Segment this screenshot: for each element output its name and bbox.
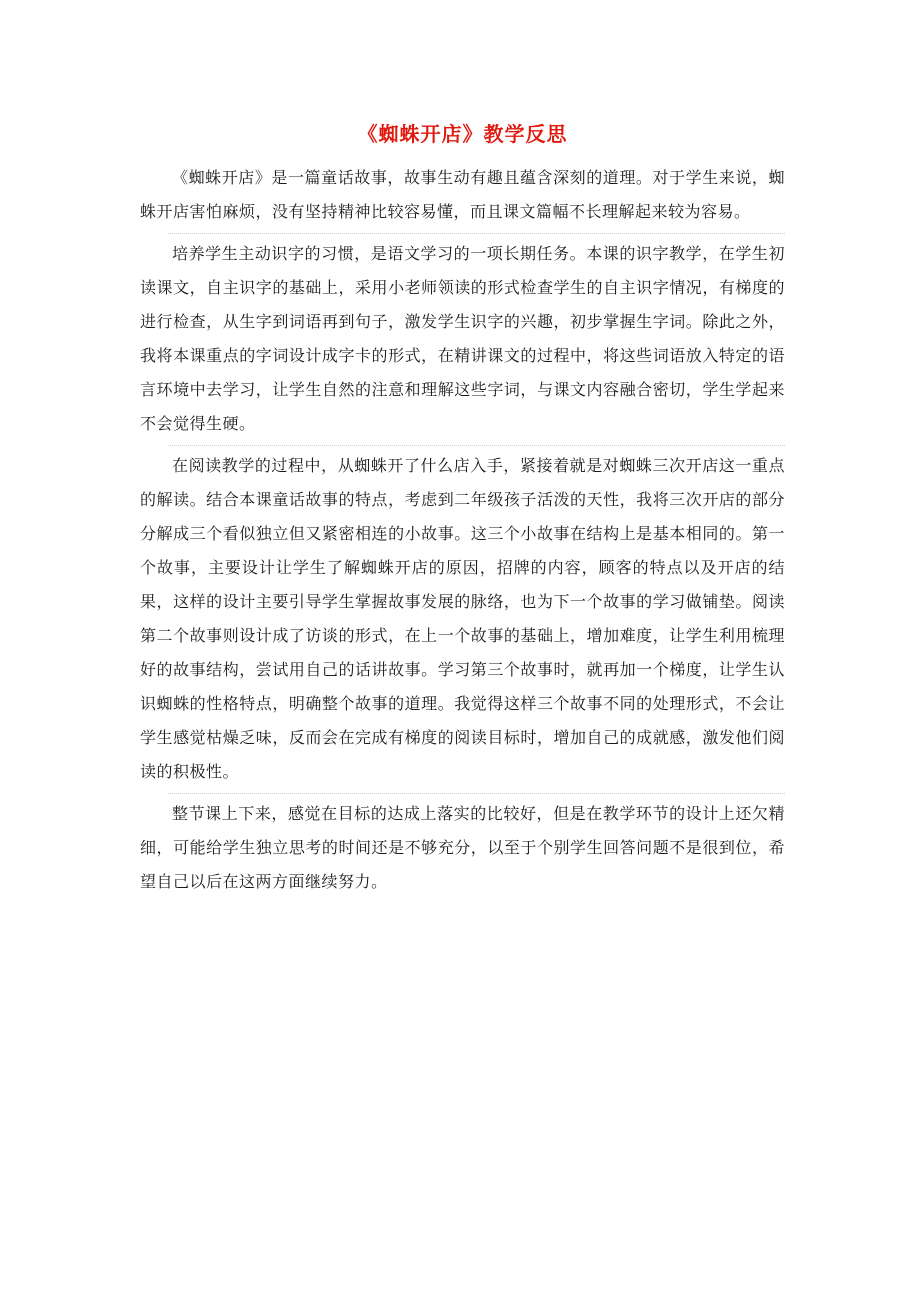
document-page bbox=[140, 118, 785, 907]
paragraph-conclusion: 整节课上下来，感觉在目标的达成上落实的比较好，但是在教学环节的设计上还欠精细，可能给学生独立思考的时间还是不够充分，以至于个别学生回答问题不是很到位，希望自己以后在这两方面继续努力。 bbox=[140, 797, 785, 899]
paragraph-intro: 《蜘蛛开店》是一篇童话故事，故事生动有趣且蕴含深刻的道理。对于学生来说，蜘蛛开店害怕麻烦，没有坚持精神比较容易懂，而且课文篇幅不长理解起来较为容易。 bbox=[140, 168, 785, 221]
paragraph-reading: 在阅读教学的过程中，从蜘蛛开了什么店入手，紧接着就是对蜘蛛三次开店这一重点的解读。结合本课童话故事的特点，考虑到二年级孩子活泼的天性，我将三次开店的部分分解成三个看似独立但又紧密相连的小故事。这三个小故事在结构上是基本相同的。第一个故事，主要设计让学生了解蜘蛛开店的原因，招牌的内容，顾客的特点以及开店的结果，这样的设计主要引导学生掌握故事发展的脉络，也为下一个故事的学习做铺垫。阅读第二个故事则设计成了访谈的形式，在上一个故事的基础上，增加难度，让学生利用梳理好的故事结构，尝试用自己的话讲故事。学习第三个故事时，就再加一个梯度，让学生认识蜘蛛的性格特点，明确整个故事的道理。我觉得这样三个故事不同的处理形式，不会让学生感觉枯燥乏味，反而会在完成有梯度的阅读目标时，增加自己的成就感，激发他们阅读的积极性。 bbox=[140, 449, 785, 789]
paragraph-literacy: 培养学生主动识字的习惯，是语文学习的一项长期任务。本课的识字教学，在学生初读课文，自主识字的基础上，采用小老师领读的形式检查学生的自主识字情况，有梯度的进行检查，从生字到词语再到句子，激发学生识字的兴趣，初步掌握生字词。除此之外，我将本课重点的字词设计成字卡的形式，在精讲课文的过程中，将这些词语放入特定的语言环境中去学习，让学生自然的注意和理解这些字词，与课文内容融合密切，学生学起来不会觉得生硬。 bbox=[140, 237, 785, 441]
document-title: 《蜘蛛开店》教学反思 bbox=[357, 122, 568, 146]
